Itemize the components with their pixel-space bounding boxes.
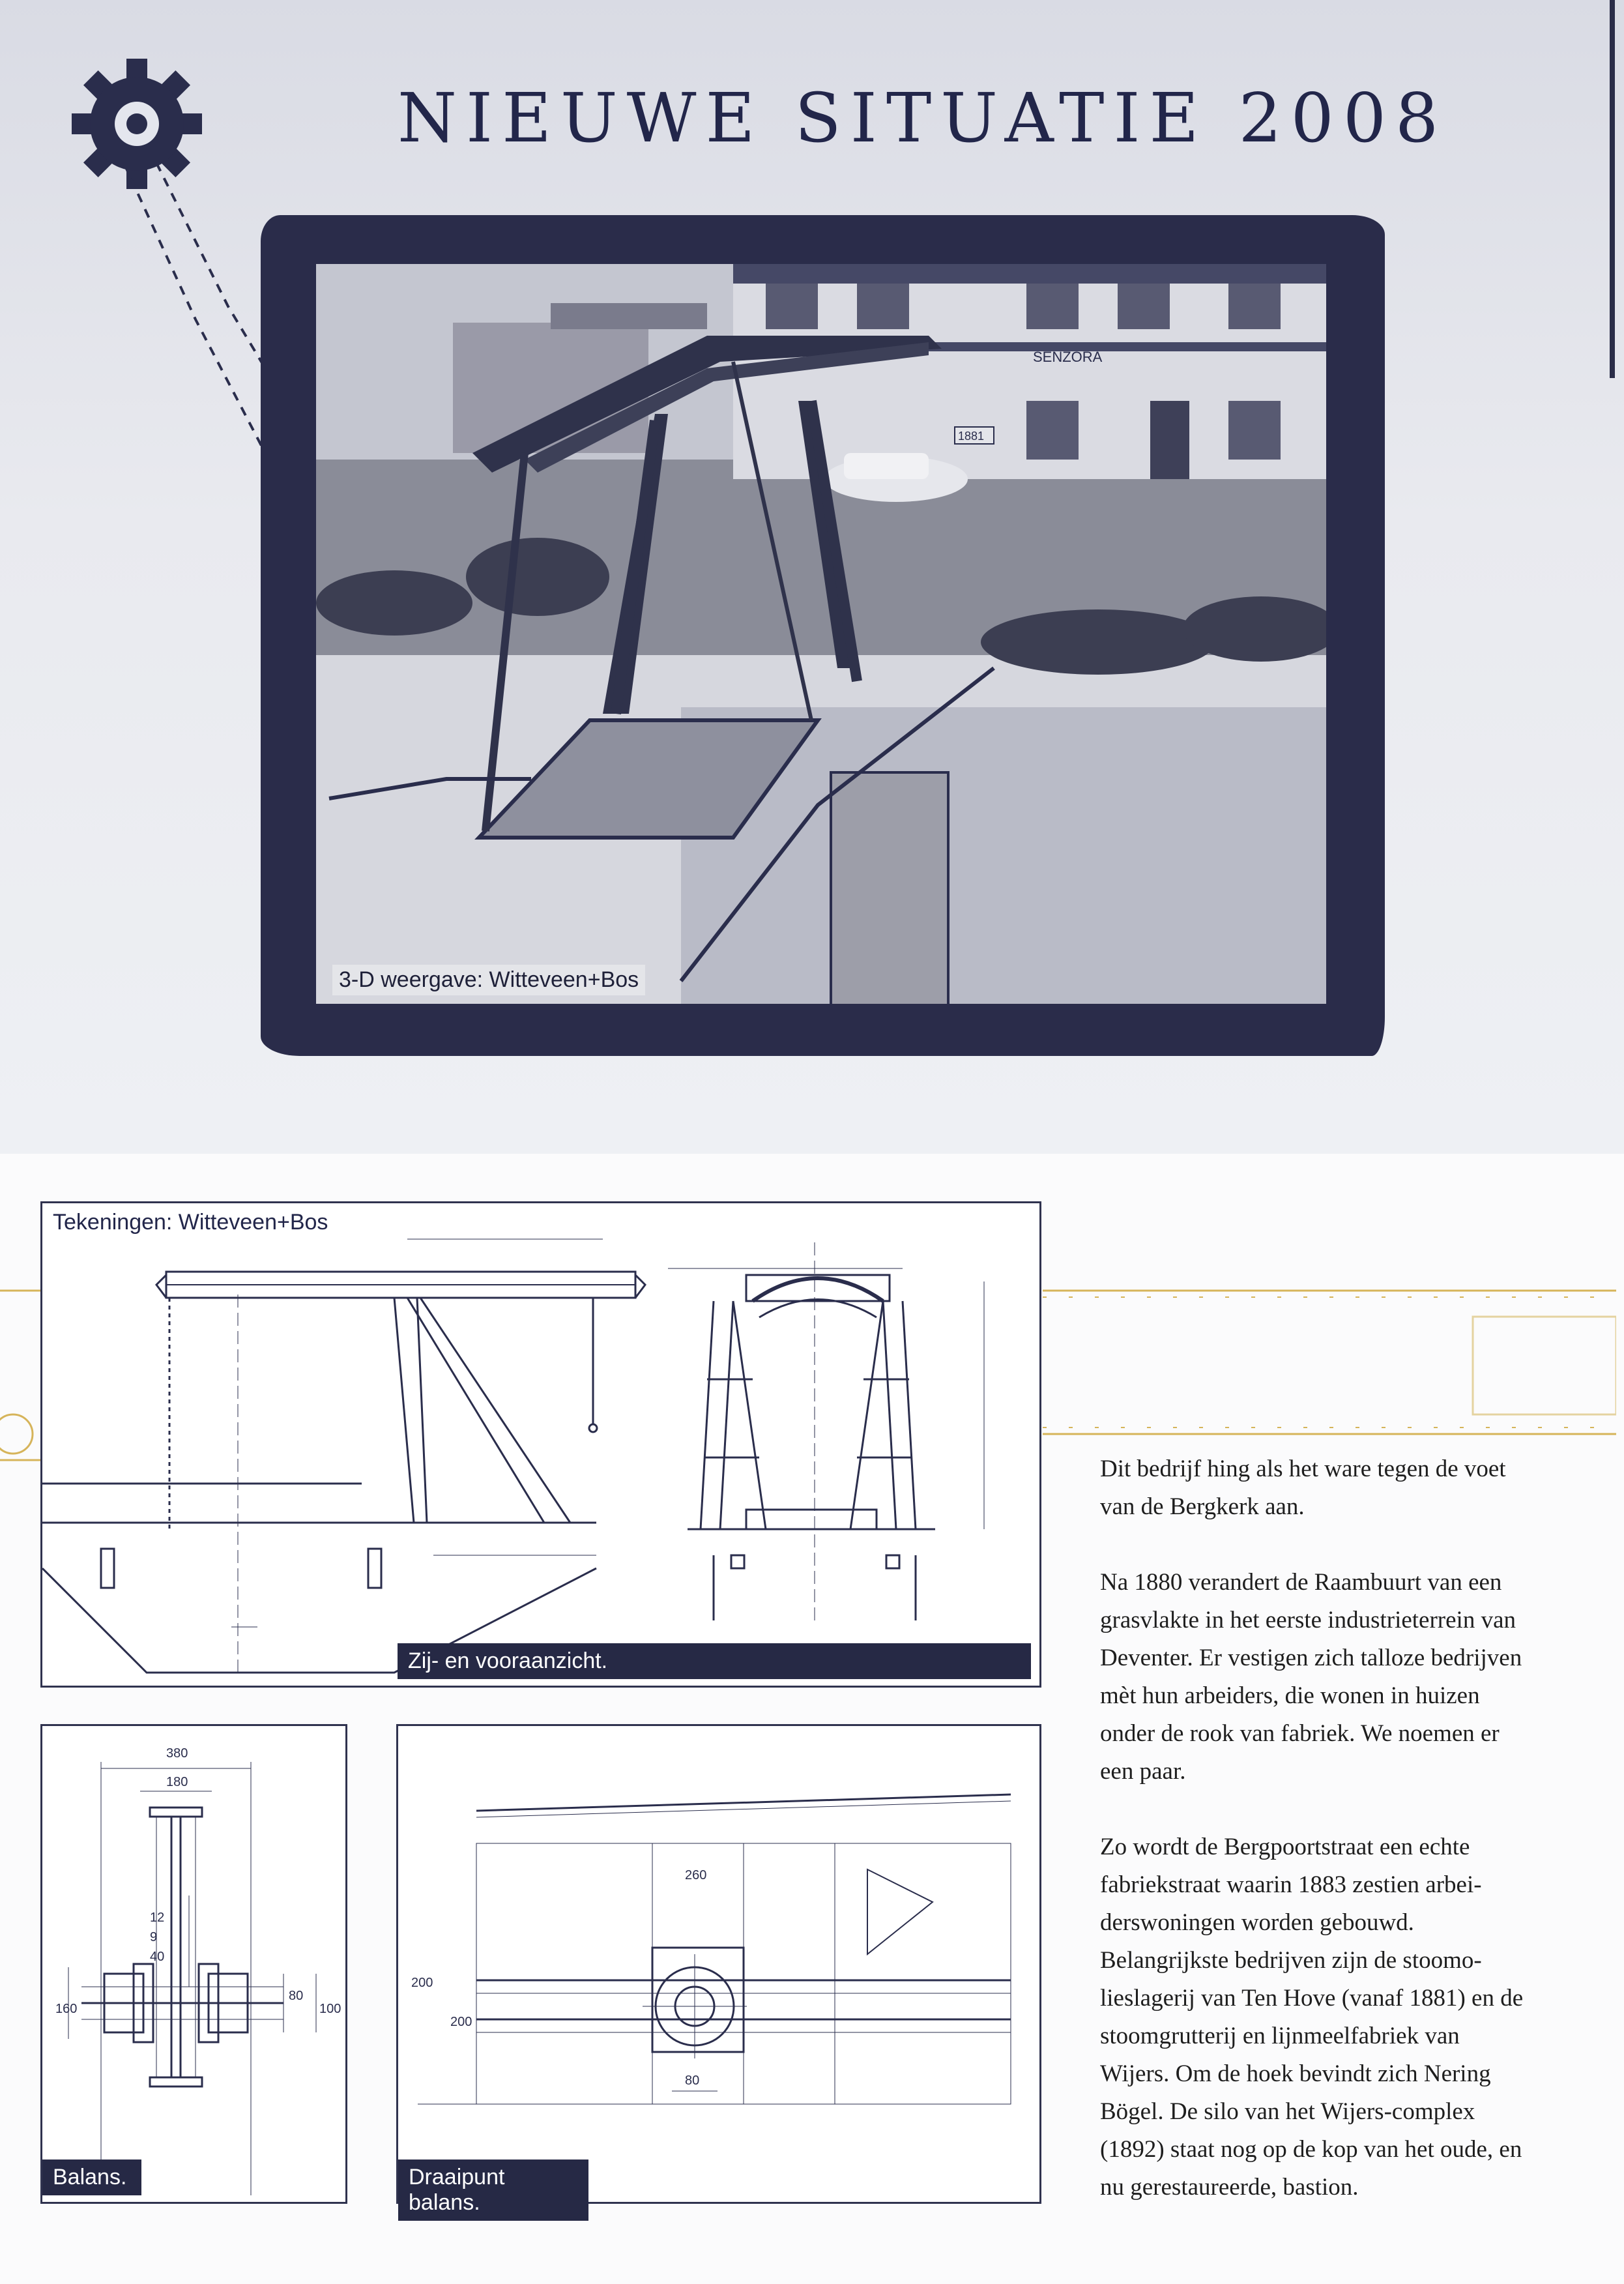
- page-title: NIEUWE SITUATIE 2008: [398, 78, 1448, 158]
- paragraph: Na 1880 verandert de Raambuurt van een grasvlakte in het eerste industrieterrein van Deventer. Er vestigen zich talloze bedrijven mèt hun arbeiders, die wonen in huizen onder de rook van fabriek. We noemen er een paar.: [1100, 1569, 1522, 1785]
- body-text: [1100, 1450, 1530, 2244]
- dim-200a: 200: [411, 1976, 433, 1990]
- dim-80-pivot: 80: [685, 2073, 700, 2088]
- dim-80: 80: [289, 1989, 304, 2003]
- paragraph: Zo wordt de Bergpoortstraat een echte fabriekstraat waarin 1883 zestien arbeiderswoningen worden gebouwd. Belangrijkste bedrijven zijn de stoomolieslagerij van Ten Hove (vanaf 1881) en de stoomgrutterij en lijnmeelfabriek van Wijers. Om de hoek bevindt zich Nering Bögel. De silo van het Wijers-complex (1892) staat nog op de kop van het oude, en nu gerestaureerde, bastion.: [1100, 1834, 1524, 2201]
- balance-caption: Balans.: [42, 2160, 141, 2195]
- dim-40: 40: [150, 1950, 165, 1964]
- side-front-drawing: [40, 1201, 1041, 1688]
- edge-bar: [1610, 0, 1615, 378]
- plaque-text: 1881: [958, 430, 985, 443]
- balance-drawing: [40, 1724, 347, 2204]
- dim-180: 180: [166, 1775, 188, 1789]
- pivot-caption: Draaipunt balans.: [398, 2160, 588, 2221]
- side-front-caption: Zij- en vooraanzicht.: [398, 1643, 1031, 1679]
- dim-380: 380: [166, 1746, 188, 1761]
- gold-ornament: [1043, 1265, 1616, 1460]
- dim-260: 260: [685, 1868, 707, 1882]
- dim-12: 12: [150, 1911, 165, 1925]
- senzora-sign: SENZORA: [1033, 349, 1103, 365]
- drawings-credit: Tekeningen: Witteveen+Bos: [53, 1210, 328, 1235]
- bridge-render: [316, 264, 1326, 1004]
- photo-caption: 3-D weergave: Witteveen+Bos: [332, 965, 645, 995]
- dim-100: 100: [319, 2002, 341, 2016]
- pivot-drawing: [396, 1724, 1041, 2215]
- dim-9: 9: [150, 1930, 158, 1944]
- paragraph: Dit bedrijf hing als het ware tegen de voet van de Bergkerk aan.: [1100, 1456, 1506, 1520]
- dim-160: 160: [55, 2002, 78, 2016]
- dim-200b: 200: [450, 2015, 472, 2029]
